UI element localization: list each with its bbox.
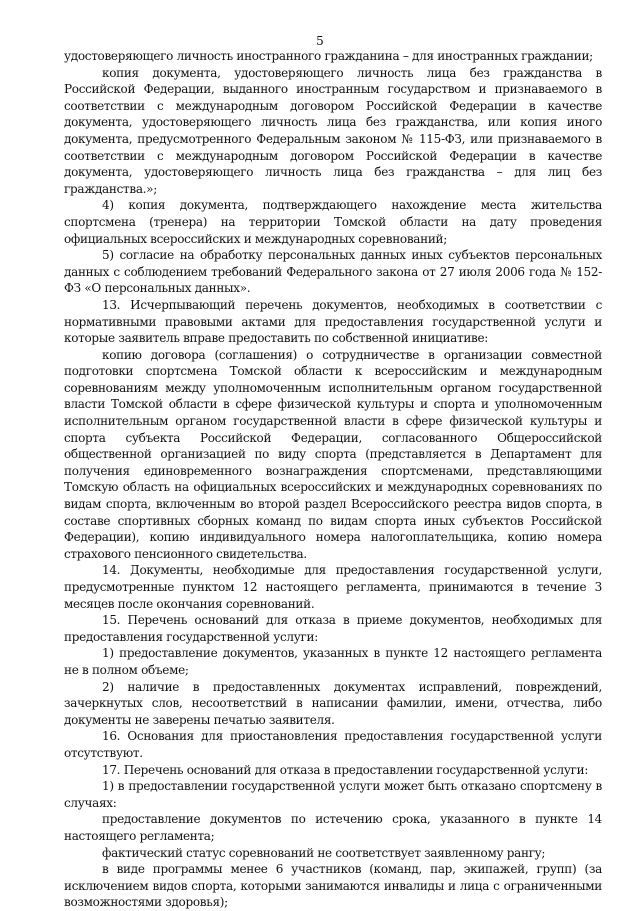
paragraph: 14. Документы, необходимые для предоставления государственной услуги, предусмотренные пунктом 12 настоящего регламента, принимаются в течение 3 месяцев после окончания соревнований. xyxy=(64,563,602,611)
paragraph: предоставление документов по истечению срока, указанного в пункте 14 настоящего регламента; xyxy=(64,812,602,843)
paragraph: удостоверяющего личность иностранного гражданина – для иностранных граждании; xyxy=(64,49,593,63)
paragraph: фактический статус соревнований не соответствует заявленному рангу; xyxy=(102,845,546,860)
paragraph: 13. Исчерпывающий перечень документов, необходимых в соответствии с нормативными правовыми актами для предоставления государственной услуги и которые заявитель вправе предоставить по собственной инициативе: xyxy=(64,297,602,346)
paragraph: 5) согласие на обработку персональных данных иных субъектов персональных данных с соблюдением требований Федерального закона от 27 июля 2006 года № 152-ФЗ «О персональных данных». xyxy=(64,248,602,296)
paragraph: 16. Основания для приостановления предоставления государственной услуги отсутствуют. xyxy=(64,729,602,760)
paragraph: 1) предоставление документов, указанных в пункте 12 настоящего регламента не в полном объеме; xyxy=(64,646,602,677)
paragraph: копия документа, удостоверяющего личность лица без гражданства в Российской Федерации, выданного иностранным государством и признаваемого в соответствии с международным договором Российской Федерации в качестве документа, удостоверяющего личность лица без гражданства, или копия иного документа, предусмотренного Федеральным законом № 115-ФЗ, или признаваемого в соответствии с международным договором Российской Федерации в качестве документа, удостоверяющего личность лица без гражданства – для лиц без гражданства.»; xyxy=(64,65,602,196)
paragraph: 4) копия документа, подтверждающего нахождение места жительства спортсмена (тренера) на территории Томской области на дату проведения официальных всероссийских и международных соревнований; xyxy=(64,198,602,246)
paragraph: копию договора (соглашения) о сотрудничестве в организации совместной подготовки спортсмена Томской области к всероссийским и международным соревнованиям между уполномоченным исполнительным органом государственной власти Томской области в сфере физической культуры и спорта и уполномоченным исполнительным органом государственной власти в сфере физической культуры и спорта субъекта Российской Федерации, согласованного Общероссийской общественной организацией по виду спорта (представляется в Департамент для получения единовременного вознаграждения спортсменами, представляющими Томскую область на официальных всероссийских и международных соревнованиях по видам спорта, включенным во второй раздел Всероссийского реестра видов спорта, в составе спортивных сборных команд по видам спорта иных субъектов Российской Федерации), копию индивидуального номера налогоплательщика, копию номера страхового пенсионного свидетельства. xyxy=(64,347,602,561)
paragraph: 15. Перечень оснований для отказа в приеме документов, необходимых для предоставления государственной услуги: xyxy=(64,613,602,644)
paragraph: 17. Перечень оснований для отказа в предоставлении государственной услуги: xyxy=(102,762,589,777)
paragraph: в виде программы менее 6 участников (команд, пар, экипажей, групп) (за исключением видов спорта, которыми занимаются инвалиды и лица с ограниченными возможностями здоровья); xyxy=(64,862,602,910)
paragraph: 2) наличие в предоставленных документах исправлений, повреждений, зачеркнутых слов, несоответствий в написании фамилии, имени, отчества, либо документы не заверены печатью заявителя. xyxy=(64,679,602,727)
paragraph: 1) в предоставлении государственной услуги может быть отказано спортсмену в случаях: xyxy=(64,779,602,810)
page-number: 5 xyxy=(316,34,324,48)
document-body xyxy=(64,48,602,911)
